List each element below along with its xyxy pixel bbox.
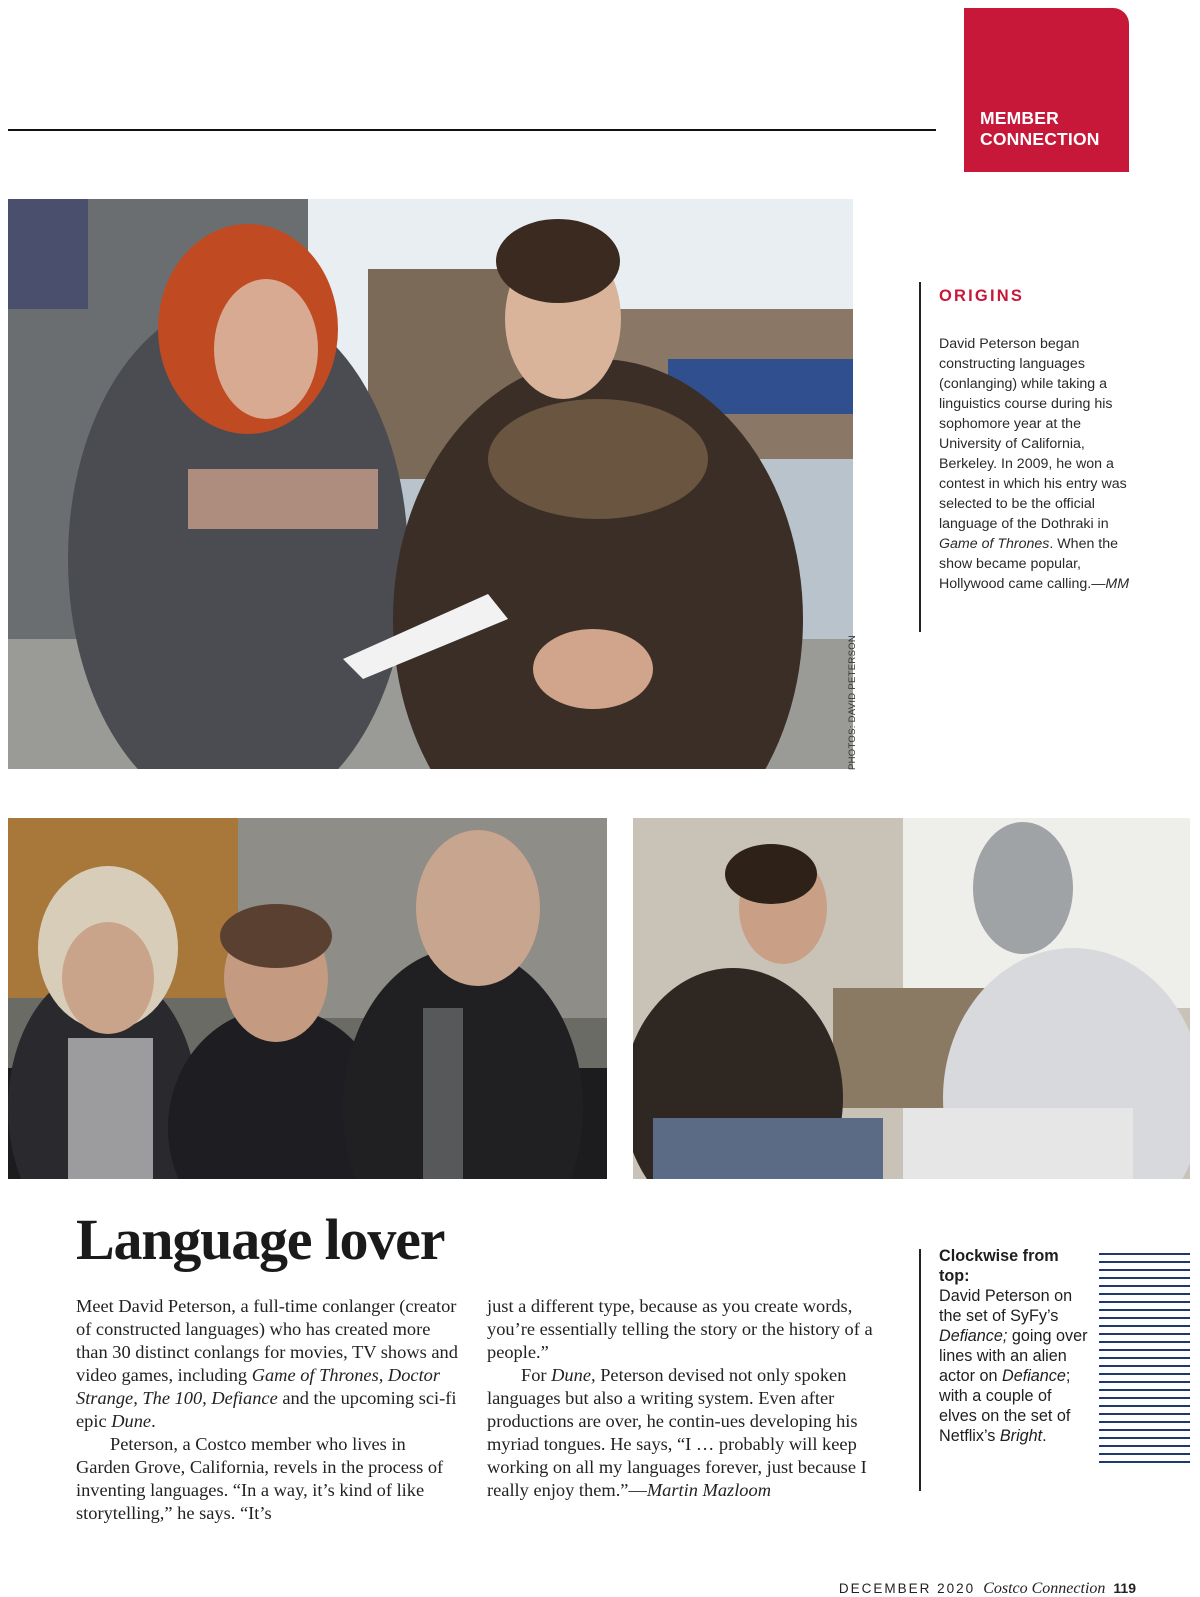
photo-peterson-defiance-set [8,199,853,769]
sidebar-body: David Peterson began constructing languages (conlanging) while taking a linguistics course during his sophomore year at the University of California, Berkeley. In 2009, he won a contest in which his entry was selected to be the official language of the Dothraki in Game of Thrones. When the show became popular, Hollywood came calling.—MM [939,336,1130,592]
article-paragraph-2-continued: just a different type, because as you create words, you’re essentially telling the story or the history of a people.” [487,1296,873,1362]
page-footer [839,1580,1136,1597]
sidebar-rule [919,282,921,632]
article-paragraph-3: For Dune, Peterson devised not only spoken languages but also a writing system. Even after productions are over, he contin-ues developing his myriad tongues. He says, “I … probably will keep working on all my languages forever, just because I really enjoy them.”—Martin Mazloom [487,1365,867,1500]
article-headline: Language lover [76,1207,445,1272]
photo-alien-actor [633,818,1190,1179]
article-paragraph-1: Meet David Peterson, a full-time conlanger (creator of constructed languages) who has created more than 30 distinct conlangs for movies, TV shows and video games, including Game of Thrones, Doctor Strange, The 100, Defiance and the upcoming sci-fi epic Dune. [76,1296,458,1431]
section-tab [964,8,1129,172]
page-number: 119 [1113,1580,1136,1596]
article-column-1 [76,1295,461,1525]
issue-date: DECEMBER 2020 [838,1581,976,1596]
caption-rule [919,1249,921,1491]
section-tab-label: MEMBER CONNECTION [980,108,1100,149]
photo-credit: PHOTOS: DAVID PETERSON [847,634,858,770]
decorative-stripes [1099,1253,1190,1469]
photo-caption: Clockwise from top: David Peterson on the set of SyFy’s Defiance; going over lines with an alien actor on Defiance; with a couple of elves on the set of Netflix’s Bright. [939,1247,1088,1445]
magazine-name: Costco Connection [983,1580,1106,1597]
sidebar-title: ORIGINS [939,287,1025,305]
article-paragraph-2: Peterson, a Costco member who lives in Garden Grove, California, revels in the process of inventing languages. “In a way, it’s kind of like storytelling,” he says. “It’s [76,1434,444,1523]
photo-bright-elves [8,818,607,1179]
article-column-2 [487,1295,882,1502]
header-rule [8,129,936,131]
caption-lead: Clockwise from top: [939,1247,1059,1285]
